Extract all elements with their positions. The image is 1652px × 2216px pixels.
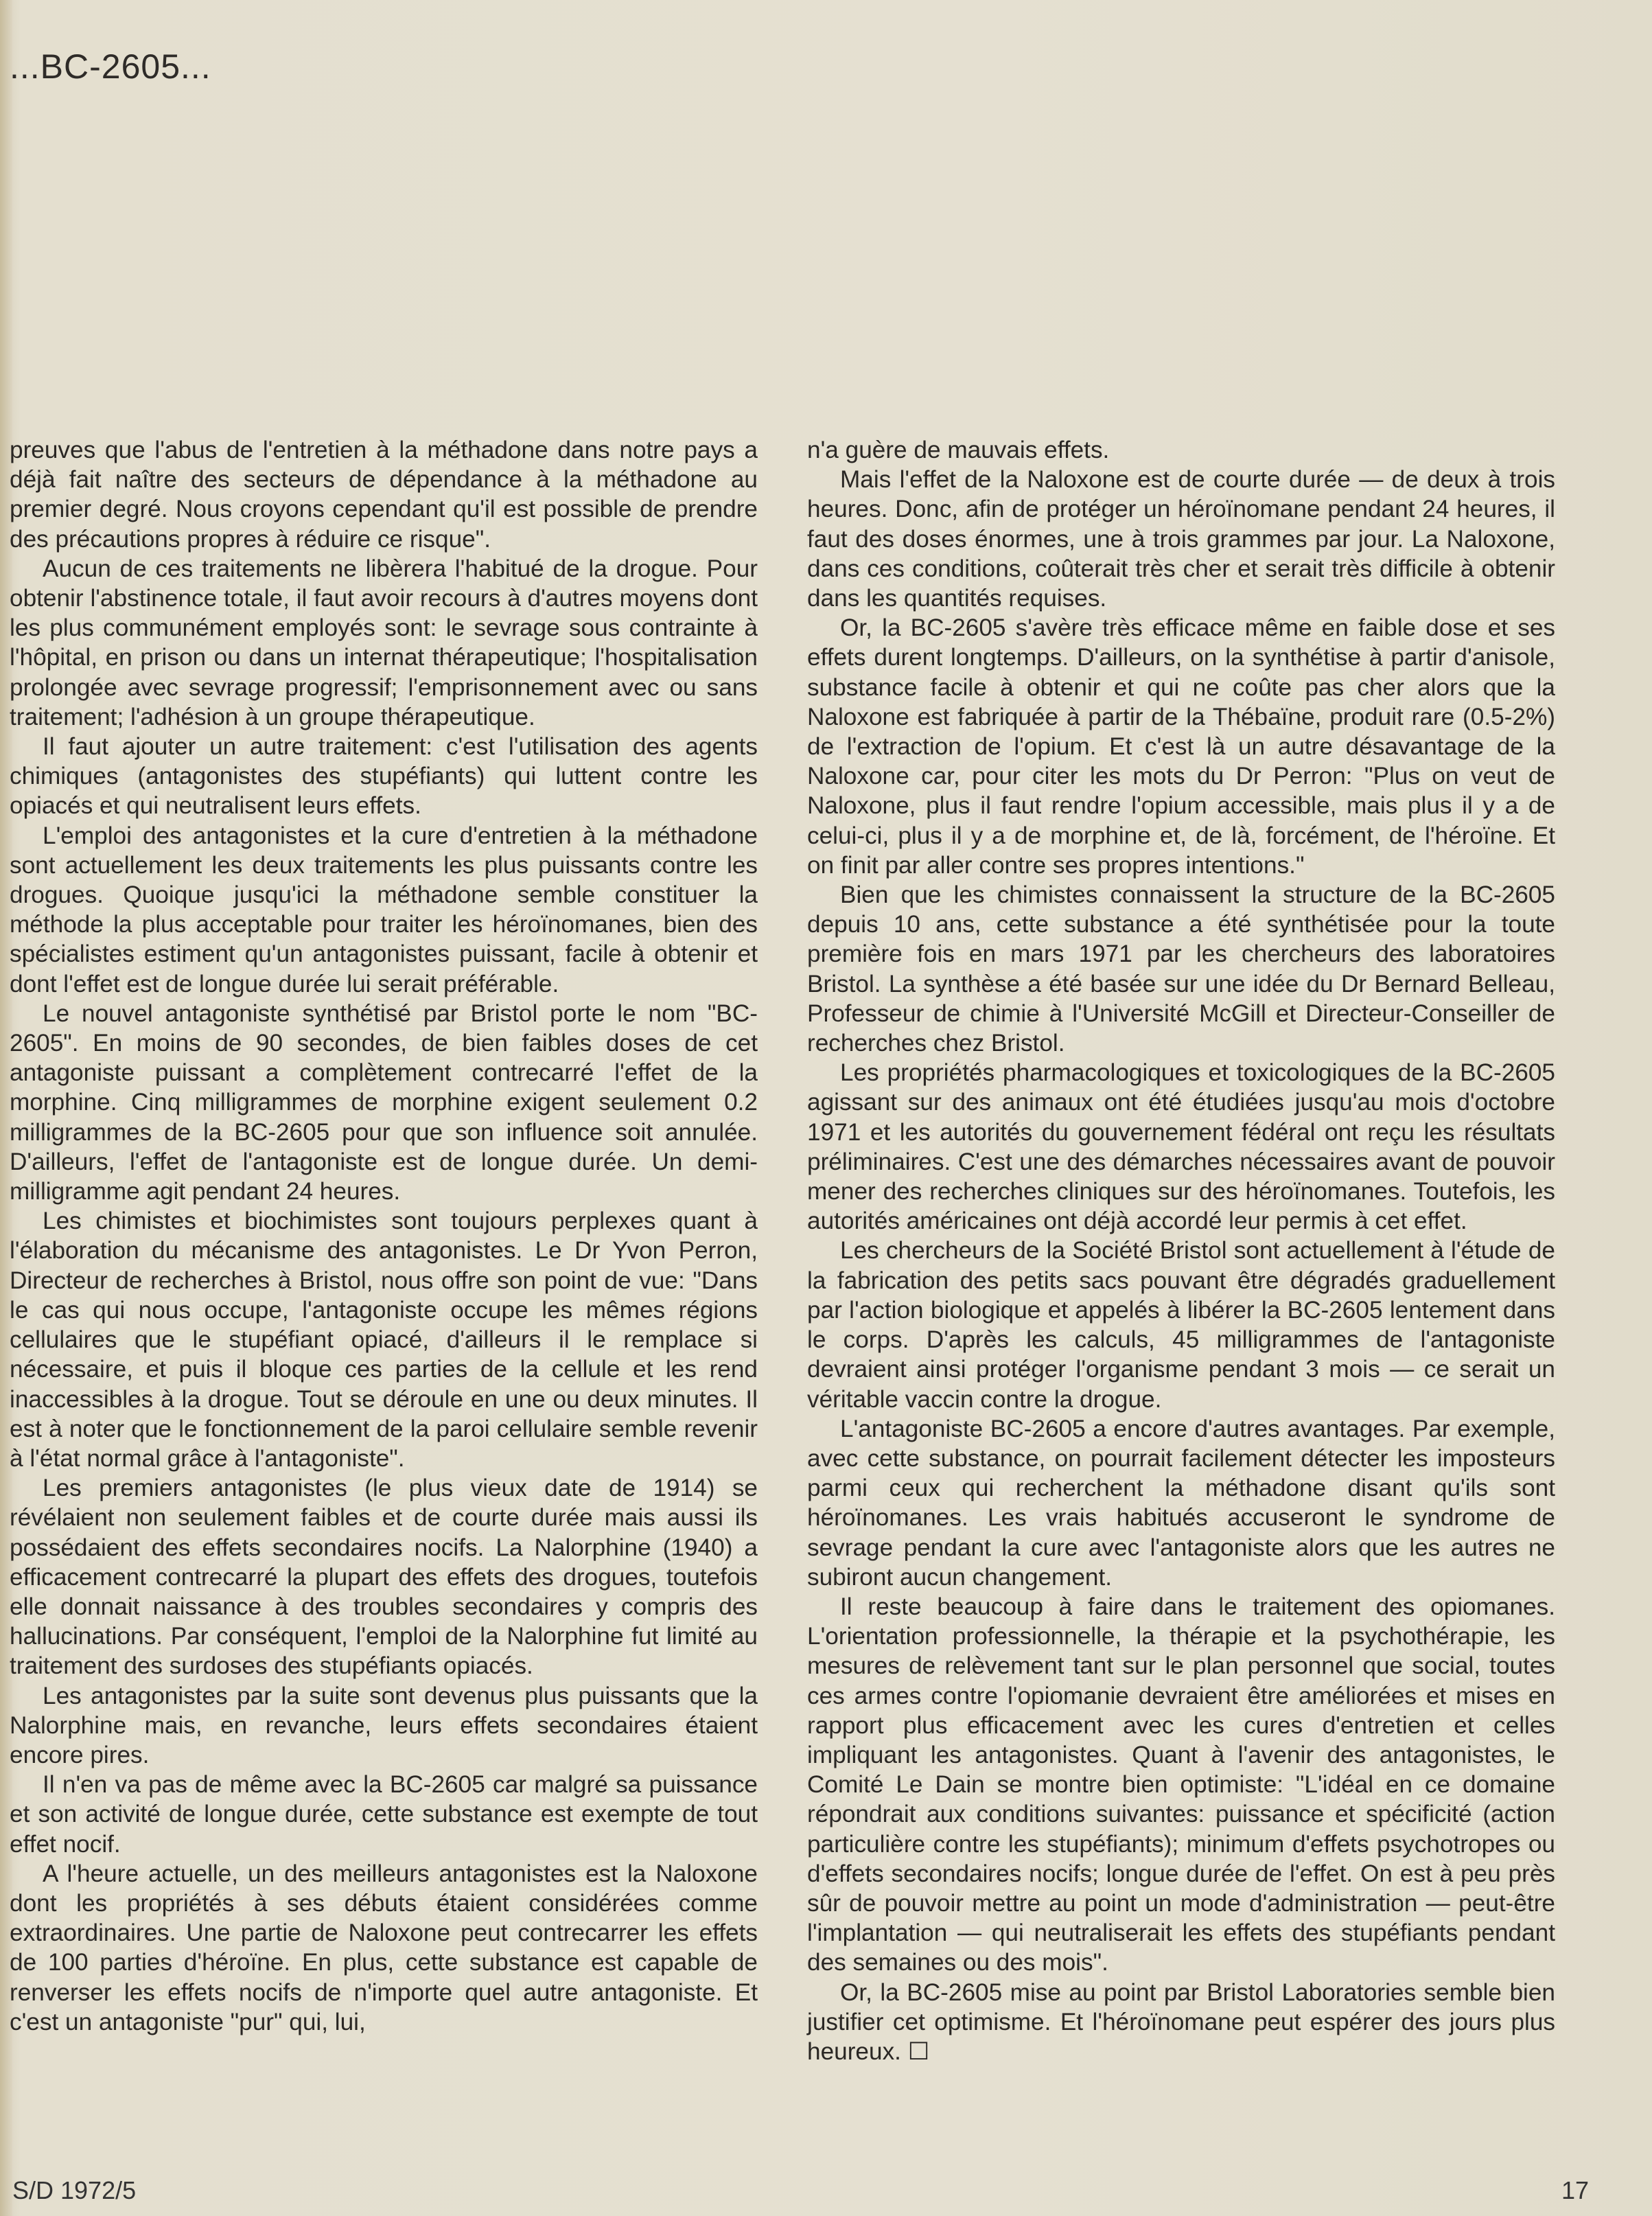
paragraph: L'emploi des antagonistes et la cure d'entretien à la méthadone sont actuellement les deux traitements les plus puissants contre les drogues. Quoique jusqu'ici la méthadone semble constituer la méthode la plus acceptable pour traiter les héroïnomanes, bien des spécialistes estiment qu'un antagonistes puissant, facile à obtenir et dont l'effet est de longue durée lui serait préférable. [10,822,758,997]
paragraph: Or, la BC-2605 s'avère très efficace même en faible dose et ses effets durent longtemps. D'ailleurs, on la synthétise à partir d'anisole, substance facile à obtenir et qui ne coûte pas cher alors que la Naloxone est fabriquée à partir de la Thébaïne, produit rare (0.5-2%) de l'extraction de l'opium. Et c'est là un autre désavantage de la Naloxone car, pour citer les mots du Dr Perron: "Plus on veut de Naloxone, plus il faut rendre l'opium accessible, mais plus il y a de celui-ci, plus il y a de morphine et, de là, forcément, de l'héroïne. Et on finit par aller contre ses propres intentions." [807,614,1555,879]
paragraph: Les propriétés pharmacologiques et toxicologiques de la BC-2605 agissant sur des animaux ont été étudiées jusqu'au mois d'octobre 1971 et les autorités du gouvernement fédéral ont reçu les résultats préliminaires. C'est une des démarches nécessaires avant de pouvoir mener des recherches cliniques sur des héroïnomanes. Toutefois, les autorités américaines ont déjà accordé leur permis à cet effet. [807,1059,1555,1235]
paragraph: Le nouvel antagoniste synthétisé par Bristol porte le nom "BC-2605". En moins de 90 secondes, de bien faibles doses de cet antagoniste puissant a complètement contrecarré l'effet de la morphine. Cinq milligrammes de morphine exigent seulement 0.2 milligrammes de la BC-2605 pour que son influence soit annulée. D'ailleurs, l'effet de l'antagoniste est de longue durée. Un demi-milligramme agit pendant 24 heures. [10,1000,758,1205]
paragraph: Mais l'effet de la Naloxone est de courte durée — de deux à trois heures. Donc, afin de protéger un héroïnomane pendant 24 heures, il faut des doses énormes, une à trois grammes par jour. La Naloxone, dans ces conditions, coûterait très cher et serait très difficile à obtenir dans les quantités requises. [807,466,1555,612]
paragraph: Les chimistes et biochimistes sont toujours perplexes quant à l'élaboration du mécanisme des antagonistes. Le Dr Yvon Perron, Directeur de recherches à Bristol, nous offre son point de vue: "Dans le cas qui nous occupe, l'antagoniste occupe les mêmes régions cellulaires que le stupéfiant opiacé, d'ailleurs il le remplace si nécessaire, et puis il bloque ces parties de la cellule et les rend inaccessibles à la drogue. Tout se déroule en une ou deux minutes. Il est à noter que le fonctionnement de la paroi cellulaire semble revenir à l'état normal grâce à l'antagoniste". [10,1208,758,1472]
paragraph: Les premiers antagonistes (le plus vieux date de 1914) se révélaient non seulement faibles et de courte durée mais aussi ils possédaient des effets secondaires nocifs. La Nalorphine (1940) a efficacement contrecarré la plupart des effets des drogues, toutefois elle donnait naissance à des troubles secondaires y compris des hallucinations. Par conséquent, l'emploi de la Nalorphine fut limité au traitement des surdoses des stupéfiants opiacés. [10,1475,758,1680]
paragraph: Il n'en va pas de même avec la BC-2605 car malgré sa puissance et son activité de longue durée, cette substance est exempte de tout effet nocif. [10,1771,758,1858]
paragraph: Aucun de ces traitements ne libèrera l'habitué de la drogue. Pour obtenir l'abstinence totale, il faut avoir recours à d'autres moyens dont les plus communément employés sont: le sevrage sous contrainte à l'hôpital, en prison ou dans un internat thérapeutique; l'hospitalisation prolongée avec sevrage progressif; l'emprisonnement avec ou sans traitement; l'adhésion à un groupe thérapeutique. [10,555,758,730]
paragraph: L'antagoniste BC-2605 a encore d'autres avantages. Par exemple, avec cette substance, on pourrait facilement détecter les imposteurs parmi ceux qui recherchent la méthadone disant qu'ils sont héroïnomanes. Les vrais habitués accuseront le syndrome de sevrage pendant la cure avec l'antagoniste alors que les autres ne subiront aucun changement. [807,1415,1555,1591]
paragraph: preuves que l'abus de l'entretien à la méthadone dans notre pays a déjà fait naître des secteurs de dépendance à la méthadone au premier degré. Nous croyons cependant qu'il est possible de prendre des précautions propres à réduire ce risque". [10,437,758,553]
left-text-column [10,435,758,2037]
paragraph: Bien que les chimistes connaissent la structure de la BC-2605 depuis 10 ans, cette substance a été synthétisée pour la toute première fois en mars 1971 par les chercheurs des laboratoires Bristol. La synthèse a été basée sur une idée du Dr Bernard Belleau, Professeur de chimie à l'Université McGill et Directeur-Conseiller de recherches chez Bristol. [807,881,1555,1057]
paragraph: n'a guère de mauvais effets. [807,437,1110,463]
paragraph: Les chercheurs de la Société Bristol sont actuellement à l'étude de la fabrication des petits sacs pouvant être dégradés graduellement par l'action biologique et appelés à libérer la BC-2605 lentement dans le corps. D'après les calculs, 45 milligrammes de l'antagoniste devraient ainsi protéger l'organisme pendant 3 mois — ce serait un véritable vaccin contre la drogue. [807,1237,1555,1413]
paragraph: A l'heure actuelle, un des meilleurs antagonistes est la Naloxone dont les propriétés à ses débuts étaient considérées comme extraordinaires. Une partie de Naloxone peut contrecarrer les effets de 100 parties d'héroïne. En plus, cette substance est capable de renverser les effets nocifs de n'importe quel autre antagoniste. Et c'est un antagoniste "pur" qui, lui, [10,1860,758,2035]
paragraph: Il faut ajouter un autre traitement: c'est l'utilisation des agents chimiques (antagonistes des stupéfiants) qui luttent contre les opiacés et qui neutralisent leurs effets. [10,733,758,820]
paragraph: Il reste beaucoup à faire dans le traitement des opiomanes. L'orientation professionnelle, la thérapie et la psychothérapie, les mesures de relèvement tant sur le plan personnel que social, toutes ces armes contre l'opiomanie devraient être améliorées et mises en rapport plus efficacement avec les cures d'entretien et celles impliquant les antagonistes. Quant à l'avenir des antagonistes, le Comité Le Dain se montre bien optimiste: "L'idéal en ce domaine répondrait aux conditions suivantes: puissance et spécificité (action particulière contre les stupéfiants); minimum d'effets psychotropes ou d'effets secondaires nocifs; longue durée de l'effet. On est à peu près sûr de pouvoir mettre au point un mode d'administration — peut-être l'implantation — qui neutraliserait les effets des stupéfiants pendant des semaines ou des mois". [807,1593,1555,1976]
right-text-column [807,435,1555,2066]
issue-label: S/D 1972/5 [12,2176,137,2204]
page-number: 17 [1561,2176,1590,2204]
paragraph: Les antagonistes par la suite sont devenus plus puissants que la Nalorphine mais, en revanche, leurs effets secondaires étaient encore pires. [10,1682,758,1768]
paragraph: Or, la BC-2605 mise au point par Bristol Laboratories semble bien justifier cet optimisme. Et l'héroïnomane peut espérer des jours plus heureux. ☐ [807,1978,1555,2065]
article-running-title: ...BC-2605... [10,47,211,86]
